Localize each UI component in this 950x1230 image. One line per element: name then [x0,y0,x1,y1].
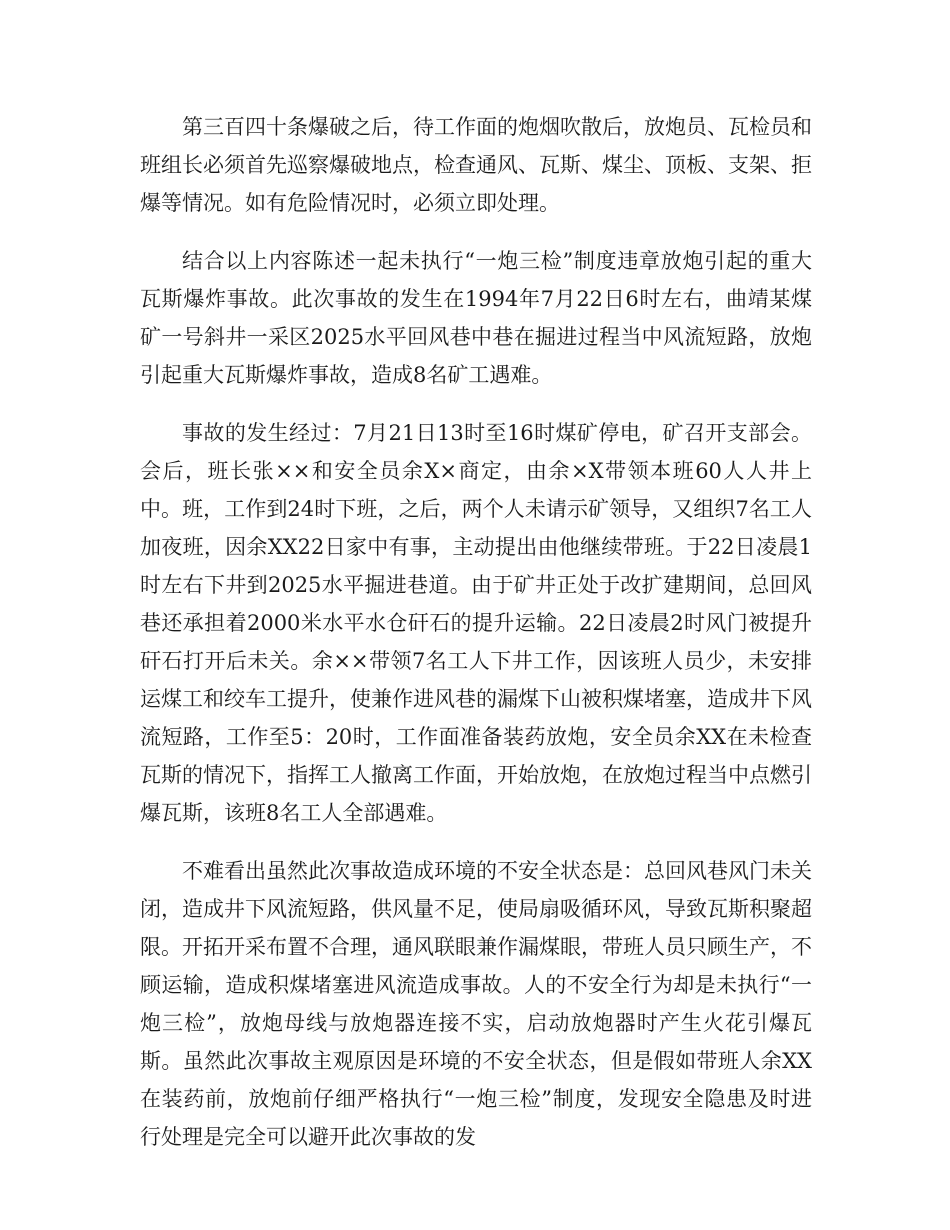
document-body [140,108,812,1176]
paragraph-blasting-rule: 第三百四十条爆破之后，待工作面的炮烟吹散后，放炮员、瓦检员和班组长必须首先巡察爆破地点，检查通风、瓦斯、煤尘、顶板、支架、拒爆等情况。如有危险情况时，必须立即处理。 [140,115,812,215]
paragraph-accident-process: 事故的发生经过：7月21日13时至16时煤矿停电，矿召开支部会。会后，班长张××和安全员余X×商定，由余×X带领本班60人人井上中。班，工作到24时下班，之后，两个人未请示矿领导，又组织7名工人加夜班，因余XX22日家中有事，主动提出由他继续带班。于22日凌晨1时左右下井到2025水平掘进巷道。由于矿井正处于改扩建期间，总回风巷还承担着2000米水平水仓矸石的提升运输。22日凌晨2时风门被提升矸石打开后未关。余××带领7名工人下井工作，因该班人员少，未安排运煤工和绞车工提升，使兼作进风巷的漏煤下山被积煤堵塞，造成井下风流短路，工作至5：20时，工作面准备装药放炮，安全员余XX在未检查瓦斯的情况下，指挥工人撤离工作面，开始放炮，在放炮过程当中点燃引爆瓦斯，该班8名工人全部遇难。 [140,421,812,825]
paragraph-accident-analysis: 不难看出虽然此次事故造成环境的不安全状态是：总回风巷风门未关闭，造成井下风流短路，供风量不足，使局扇吸循环风，导致瓦斯积聚超限。开拓开采布置不合理，通风联眼兼作漏煤眼，带班人员只顾生产，不顾运输，造成积煤堵塞进风流造成事故。人的不安全行为却是未执行“一炮三检”，放炮母线与放炮器连接不实，启动放炮器时产生火花引爆瓦斯。虽然此次事故主观原因是环境的不安全状态，但是假如带班人余XX在装药前，放炮前仔细严格执行“一炮三检”制度，发现安全隐患及时进行处理是完全可以避开此次事故的发 [140,859,812,1149]
paragraph-accident-summary: 结合以上内容陈述一起未执行“一炮三检”制度违章放炮引起的重大瓦斯爆炸事故。此次事故的发生在1994年7月22日6时左右，曲靖某煤矿一号斜井一采区2025水平回风巷中巷在掘进过程当中风流短路，放炮引起重大瓦斯爆炸事故，造成8名矿工遇难。 [140,249,812,387]
